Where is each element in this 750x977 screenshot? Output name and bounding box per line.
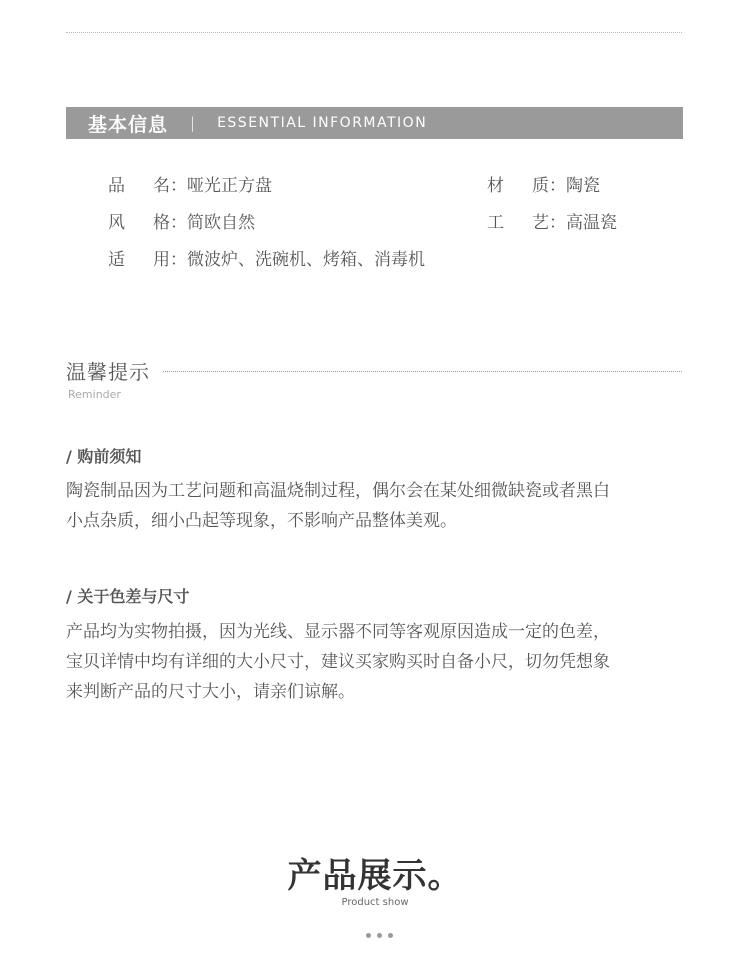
product-show-subtitle: Product show <box>341 897 409 908</box>
dot <box>377 933 382 938</box>
section-body-color-size <box>66 617 676 707</box>
section-heading-purchase-notice: / 购前须知 <box>66 447 142 466</box>
section-body-purchase-notice <box>66 476 676 536</box>
attr-colon: ： <box>549 213 566 233</box>
attr-label: 风格 <box>108 213 170 233</box>
attr-label: 材质 <box>487 176 549 196</box>
paragraph-line: 宝贝详情中均有详细的大小尺寸，建议买家购买时自备小尺，切勿凭想象 <box>66 652 610 672</box>
dot <box>366 933 371 938</box>
attr-colon: ： <box>170 176 187 196</box>
paragraph-line: 来判断产品的尺寸大小，请亲们谅解。 <box>66 682 355 702</box>
paragraph-line: 产品均为实物拍摄，因为光线、显示器不同等客观原因造成一定的色差， <box>66 622 610 642</box>
info-title-en: ESSENTIAL INFORMATION <box>217 115 428 131</box>
info-title-cn: 基本信息 <box>88 113 169 136</box>
attr-label: 品名 <box>108 176 170 196</box>
attr-value: 微波炉、洗碗机、烤箱、消毒机 <box>187 250 425 270</box>
top-divider <box>66 32 682 33</box>
attr-value: 哑光正方盘 <box>187 176 272 196</box>
attr-label: 适用 <box>108 250 170 270</box>
attr-value: 简欧自然 <box>187 213 255 233</box>
attr-colon: ： <box>549 176 566 196</box>
product-show-title: 产品展示。 <box>287 856 463 896</box>
decorative-dots <box>366 933 393 938</box>
attr-row-material <box>487 171 600 196</box>
paragraph-line: 陶瓷制品因为工艺问题和高温烧制过程，偶尔会在某处细微缺瓷或者黑白 <box>66 481 610 501</box>
attr-value: 高温瓷 <box>566 213 617 233</box>
reminder-divider <box>163 371 682 372</box>
reminder-subtitle: Reminder <box>68 388 121 401</box>
attr-value: 陶瓷 <box>566 176 600 196</box>
attr-row-usage <box>108 245 425 270</box>
attr-row-style <box>108 208 255 233</box>
dot <box>388 933 393 938</box>
paragraph-line: 小点杂质，细小凸起等现象，不影响产品整体美观。 <box>66 511 457 531</box>
reminder-title: 温馨提示 <box>66 360 150 384</box>
section-heading-color-size: / 关于色差与尺寸 <box>66 587 190 606</box>
attr-label: 工艺 <box>487 213 549 233</box>
info-title-separator: | <box>190 114 196 132</box>
attr-row-name <box>108 171 272 196</box>
attr-row-craft <box>487 208 617 233</box>
essential-info-header <box>66 107 683 139</box>
attr-colon: ： <box>170 250 187 270</box>
attr-colon: ： <box>170 213 187 233</box>
